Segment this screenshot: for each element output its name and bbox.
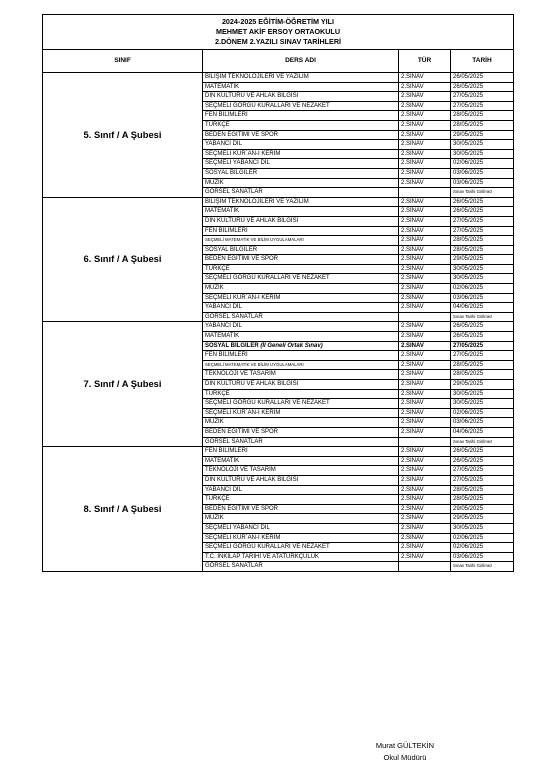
exam-date-cell: 03/06/2025 [451,168,514,178]
course-name-cell [203,447,399,457]
course-name-cell [203,255,399,265]
exam-type-cell: 2.SINAV [399,159,451,169]
course-name: BİLİŞİM TEKNOLOJİLERİ VE YAZILIM [205,74,309,80]
exam-date-cell: Sınav Tarihi Girilmez [451,188,514,198]
exam-date-cell: 02/06/2025 [451,284,514,294]
exam-type-cell: 2.SINAV [399,207,451,217]
exam-type-cell: 2.SINAV [399,73,451,83]
column-header-ders: DERS ADI [203,50,399,73]
exam-type-cell: 2.SINAV [399,255,451,265]
exam-type-cell: 2.SINAV [399,370,451,380]
course-name-cell [203,73,399,83]
course-name-cell [203,332,399,342]
exam-date-cell: 28/05/2025 [451,360,514,370]
course-note: (İl Geneli Ortak Sınav) [260,342,323,349]
exam-date-cell: 28/05/2025 [451,245,514,255]
course-name-cell [203,456,399,466]
course-name: YABANCI DİL [205,141,242,148]
course-name: SEÇMELİ GÖRGÜ KURALLARI VE NEZAKET [205,102,330,109]
course-name: SEÇMELİ GÖRGÜ KURALLARI VE NEZAKET [205,544,330,551]
course-name: GÖRSEL SANATLAR [205,313,263,320]
exam-date-cell: 27/05/2025 [451,101,514,111]
exam-type-cell: 2.SINAV [399,293,451,303]
exam-type-cell: 2.SINAV [399,303,451,313]
exam-type-cell: 2.SINAV [399,514,451,524]
course-name-cell [203,466,399,476]
course-name: T.C. İNKILAP TARİHİ VE ATATÜRKÇÜLÜK [205,553,320,560]
title-line-year: 2024-2025 EĞİTİM-ÖĞRETİM YILI [221,17,335,26]
principal-title: Okul Müdürü [383,753,427,762]
course-name: MATEMATİK [205,333,240,340]
exam-date-cell: 26/05/2025 [451,197,514,207]
exam-date-cell: 30/05/2025 [451,389,514,399]
exam-date-cell: 04/06/2025 [451,303,514,313]
course-name-cell [203,111,399,121]
exam-date-cell: 29/05/2025 [451,504,514,514]
course-name: MATEMATİK [205,83,240,90]
exam-type-cell: 2.SINAV [399,120,451,130]
exam-date-cell: 29/05/2025 [451,514,514,524]
course-name-cell [203,82,399,92]
course-name-cell [203,495,399,505]
class-section-label: 6. Sınıf / A Şubesi [43,197,203,322]
exam-date-cell: 30/05/2025 [451,264,514,274]
class-section-label: 5. Sınıf / A Şubesi [43,73,203,198]
exam-type-cell: 2.SINAV [399,447,451,457]
course-name-cell [203,418,399,428]
exam-date-cell: 02/06/2025 [451,408,514,418]
table-row [43,197,514,207]
course-name-cell [203,389,399,399]
exam-type-cell: 2.SINAV [399,178,451,188]
course-name-cell [203,562,399,572]
exam-date-cell: 02/06/2025 [451,533,514,543]
exam-date-cell: 29/05/2025 [451,130,514,140]
table-row [43,73,514,83]
course-name: TÜRKÇE [205,390,230,397]
exam-date-cell: 30/05/2025 [451,140,514,150]
course-name: BEDEN EĞİTİMİ VE SPOR [205,256,279,263]
course-name-cell [203,523,399,533]
exam-date-cell: 28/05/2025 [451,495,514,505]
table-row [43,322,514,332]
exam-type-cell: 2.SINAV [399,360,451,370]
course-name-cell [203,197,399,207]
exam-date-cell: 28/05/2025 [451,370,514,380]
course-name: YABANCI DİL [205,323,242,330]
exam-date-cell: 28/05/2025 [451,120,514,130]
exam-type-cell [399,437,451,447]
course-name: FEN BİLİMLERİ [205,112,248,119]
exam-date-cell: 26/05/2025 [451,456,514,466]
course-name-cell [203,207,399,217]
course-name-cell [203,130,399,140]
course-name-cell [203,485,399,495]
exam-type-cell: 2.SINAV [399,284,451,294]
course-name: SEÇMELİ KUR`AN-I KERİM [205,294,281,301]
exam-type-cell: 2.SINAV [399,140,451,150]
course-name: SOSYAL BİLGİLER [205,342,259,349]
exam-date-cell: 26/05/2025 [451,82,514,92]
exam-type-cell: 2.SINAV [399,82,451,92]
course-name-cell [203,322,399,332]
exam-type-cell: 2.SINAV [399,456,451,466]
exam-type-cell: 2.SINAV [399,389,451,399]
course-name: TÜRKÇE [205,496,230,503]
course-name-cell [203,245,399,255]
exam-date-cell: 27/05/2025 [451,216,514,226]
course-name-cell [203,226,399,236]
signature-block [360,740,450,764]
class-section-label: 8. Sınıf / A Şubesi [43,447,203,572]
exam-date-cell: 27/05/2025 [451,466,514,476]
course-name: DİN KÜLTÜRÜ VE AHLAK BİLGİSİ [205,93,299,100]
course-name-cell [203,427,399,437]
exam-date-cell: 03/06/2025 [451,293,514,303]
course-name: DİN KÜLTÜRÜ VE AHLAK BİLGİSİ [205,381,299,387]
course-name-cell [203,543,399,553]
course-name: SEÇMELİ YABANCI DİL [205,524,270,531]
exam-date-cell: 26/05/2025 [451,332,514,342]
course-name: SEÇMELİ KUR`AN-I KERİM [205,409,281,416]
course-name: GÖRSEL SANATLAR [205,563,263,570]
course-name: TEKNOLOJİ VE TASARIM [205,467,276,474]
course-name: SEÇMELİ MATEMATİK VE BİLİM UYGULAMALARI [205,237,304,243]
exam-date-cell: 04/06/2025 [451,427,514,437]
course-name: SEÇMELİ YABANCI DİL [205,160,270,167]
course-name-cell [203,437,399,447]
schedule-body [43,73,514,572]
exam-type-cell: 2.SINAV [399,485,451,495]
course-name-cell [203,303,399,313]
course-name: BEDEN EĞİTİMİ VE SPOR [205,131,279,138]
course-name: FEN BİLİMLERİ [205,448,248,455]
exam-date-cell: 26/05/2025 [451,322,514,332]
course-name-cell [203,216,399,226]
course-name-cell [203,120,399,130]
column-header-tarih: TARİH [451,50,514,73]
exam-type-cell: 2.SINAV [399,216,451,226]
course-name: MATEMATİK [205,208,240,215]
exam-type-cell: 2.SINAV [399,92,451,102]
exam-type-cell: 2.SINAV [399,543,451,553]
column-header-sinif: SINIF [43,50,203,73]
exam-schedule-document [42,14,513,572]
exam-type-cell: 2.SINAV [399,466,451,476]
course-name: SEÇMELİ GÖRGÜ KURALLARI VE NEZAKET [205,275,330,282]
course-name-cell [203,284,399,294]
course-name-cell [203,159,399,169]
exam-type-cell [399,562,451,572]
course-name: YABANCI DİL [205,486,242,493]
exam-type-cell: 2.SINAV [399,130,451,140]
exam-date-cell: Sınav Tarihi Girilmez [451,437,514,447]
course-name: FEN BİLİMLERİ [205,352,248,359]
course-name: SOSYAL BİLGİLER [205,169,258,176]
exam-type-cell: 2.SINAV [399,341,451,351]
course-name-cell [203,552,399,562]
document-title [43,15,514,50]
course-name-cell [203,360,399,370]
exam-date-cell: 26/05/2025 [451,447,514,457]
course-name-cell [203,293,399,303]
course-name: GÖRSEL SANATLAR [205,438,263,445]
exam-date-cell: 27/05/2025 [451,351,514,361]
exam-date-cell: 30/05/2025 [451,149,514,159]
exam-date-cell: 27/05/2025 [451,475,514,485]
course-name-cell [203,274,399,284]
course-name: MATEMATİK [205,457,240,464]
course-name-cell [203,475,399,485]
exam-type-cell: 2.SINAV [399,101,451,111]
exam-type-cell: 2.SINAV [399,552,451,562]
course-name-cell [203,380,399,390]
exam-date-cell: 27/05/2025 [451,92,514,102]
exam-date-cell: Sınav Tarihi Girilmez [451,312,514,322]
course-name-cell [203,341,399,351]
course-name: TÜRKÇE [205,121,230,128]
exam-type-cell: 2.SINAV [399,245,451,255]
exam-date-cell: 27/05/2025 [451,226,514,236]
exam-date-cell: 02/06/2025 [451,159,514,169]
exam-date-cell: 02/06/2025 [451,543,514,553]
exam-type-cell: 2.SINAV [399,475,451,485]
course-name-cell [203,370,399,380]
exam-type-cell: 2.SINAV [399,274,451,284]
exam-type-cell: 2.SINAV [399,504,451,514]
principal-name: Murat GÜLTEKİN [375,741,435,750]
exam-date-cell: 29/05/2025 [451,255,514,265]
course-name: MÜZİK [205,179,224,186]
exam-date-cell: 30/05/2025 [451,523,514,533]
exam-type-cell: 2.SINAV [399,111,451,121]
course-name-cell [203,178,399,188]
title-line-school: MEHMET AKİF ERSOY ORTAOKULU [215,27,341,36]
exam-type-cell: 2.SINAV [399,332,451,342]
course-name: DİN KÜLTÜRÜ VE AHLAK BİLGİSİ [205,476,299,483]
exam-date-cell: Sınav Tarihi Girilmez [451,562,514,572]
course-name: MÜZİK [205,285,224,292]
course-name: YABANCI DİL [205,304,242,311]
course-name: DİN KÜLTÜRÜ VE AHLAK BİLGİSİ [205,217,299,224]
course-name-cell [203,399,399,409]
exam-date-cell: 29/05/2025 [451,380,514,390]
course-name: FEN BİLİMLERİ [205,227,248,234]
exam-type-cell: 2.SINAV [399,408,451,418]
course-name: MÜZİK [205,419,224,426]
table-row [43,447,514,457]
course-name: MÜZİK [205,515,224,522]
exam-type-cell: 2.SINAV [399,399,451,409]
exam-type-cell: 2.SINAV [399,197,451,207]
exam-type-cell: 2.SINAV [399,380,451,390]
exam-type-cell: 2.SINAV [399,168,451,178]
course-name-cell [203,149,399,159]
course-name-cell [203,533,399,543]
course-name-cell [203,312,399,322]
exam-date-cell: 30/05/2025 [451,274,514,284]
exam-date-cell: 27/05/2025 [451,341,514,351]
course-name: TÜRKÇE [205,265,230,272]
course-name: SEÇMELİ MATEMATİK VE BİLİM UYGULAMALARI [205,361,304,367]
course-name-cell [203,140,399,150]
course-name-cell [203,514,399,524]
exam-type-cell: 2.SINAV [399,264,451,274]
course-name-cell [203,168,399,178]
course-name-cell [203,504,399,514]
course-name-cell [203,264,399,274]
exam-type-cell: 2.SINAV [399,495,451,505]
exam-date-cell: 03/06/2025 [451,418,514,428]
exam-date-cell: 26/05/2025 [451,207,514,217]
course-name: GÖRSEL SANATLAR [205,189,263,196]
exam-type-cell: 2.SINAV [399,226,451,236]
exam-type-cell: 2.SINAV [399,149,451,159]
exam-type-cell [399,188,451,198]
course-name: BİLİŞİM TEKNOLOJİLERİ VE YAZILIM [205,198,309,205]
exam-type-cell: 2.SINAV [399,523,451,533]
exam-type-cell: 2.SINAV [399,322,451,332]
course-name: SEÇMELİ KUR`AN-I KERİM [205,534,281,541]
title-line-exam: 2.DÖNEM 2.YAZILI SINAV TARİHLERİ [214,37,342,46]
course-name-cell [203,101,399,111]
course-name-cell [203,92,399,102]
column-header-tur: TÜR [399,50,451,73]
course-name: BEDEN EĞİTİMİ VE SPOR [205,428,279,435]
exam-date-cell: 03/06/2025 [451,552,514,562]
course-name: SOSYAL BİLGİLER [205,246,258,253]
exam-date-cell: 28/05/2025 [451,111,514,121]
exam-type-cell: 2.SINAV [399,418,451,428]
course-name-cell [203,188,399,198]
course-name: SEÇMELİ GÖRGÜ KURALLARI VE NEZAKET [205,400,330,407]
exam-schedule-table [42,14,514,572]
course-name: TEKNOLOJİ VE TASARIM [205,371,276,378]
exam-date-cell: 03/06/2025 [451,178,514,188]
course-name: BEDEN EĞİTİMİ VE SPOR [205,505,279,512]
exam-type-cell: 2.SINAV [399,351,451,361]
exam-date-cell: 30/05/2025 [451,399,514,409]
exam-type-cell: 2.SINAV [399,427,451,437]
class-section-label: 7. Sınıf / A Şubesi [43,322,203,447]
course-name-cell [203,351,399,361]
exam-date-cell: 26/05/2025 [451,73,514,83]
exam-type-cell: 2.SINAV [399,533,451,543]
course-name-cell [203,408,399,418]
exam-type-cell: 2.SINAV [399,236,451,246]
exam-date-cell: 28/05/2025 [451,485,514,495]
course-name: SEÇMELİ KUR`AN-I KERİM [205,150,281,157]
exam-type-cell [399,312,451,322]
exam-date-cell: 28/05/2025 [451,236,514,246]
course-name-cell [203,236,399,246]
column-header-row [43,50,514,73]
